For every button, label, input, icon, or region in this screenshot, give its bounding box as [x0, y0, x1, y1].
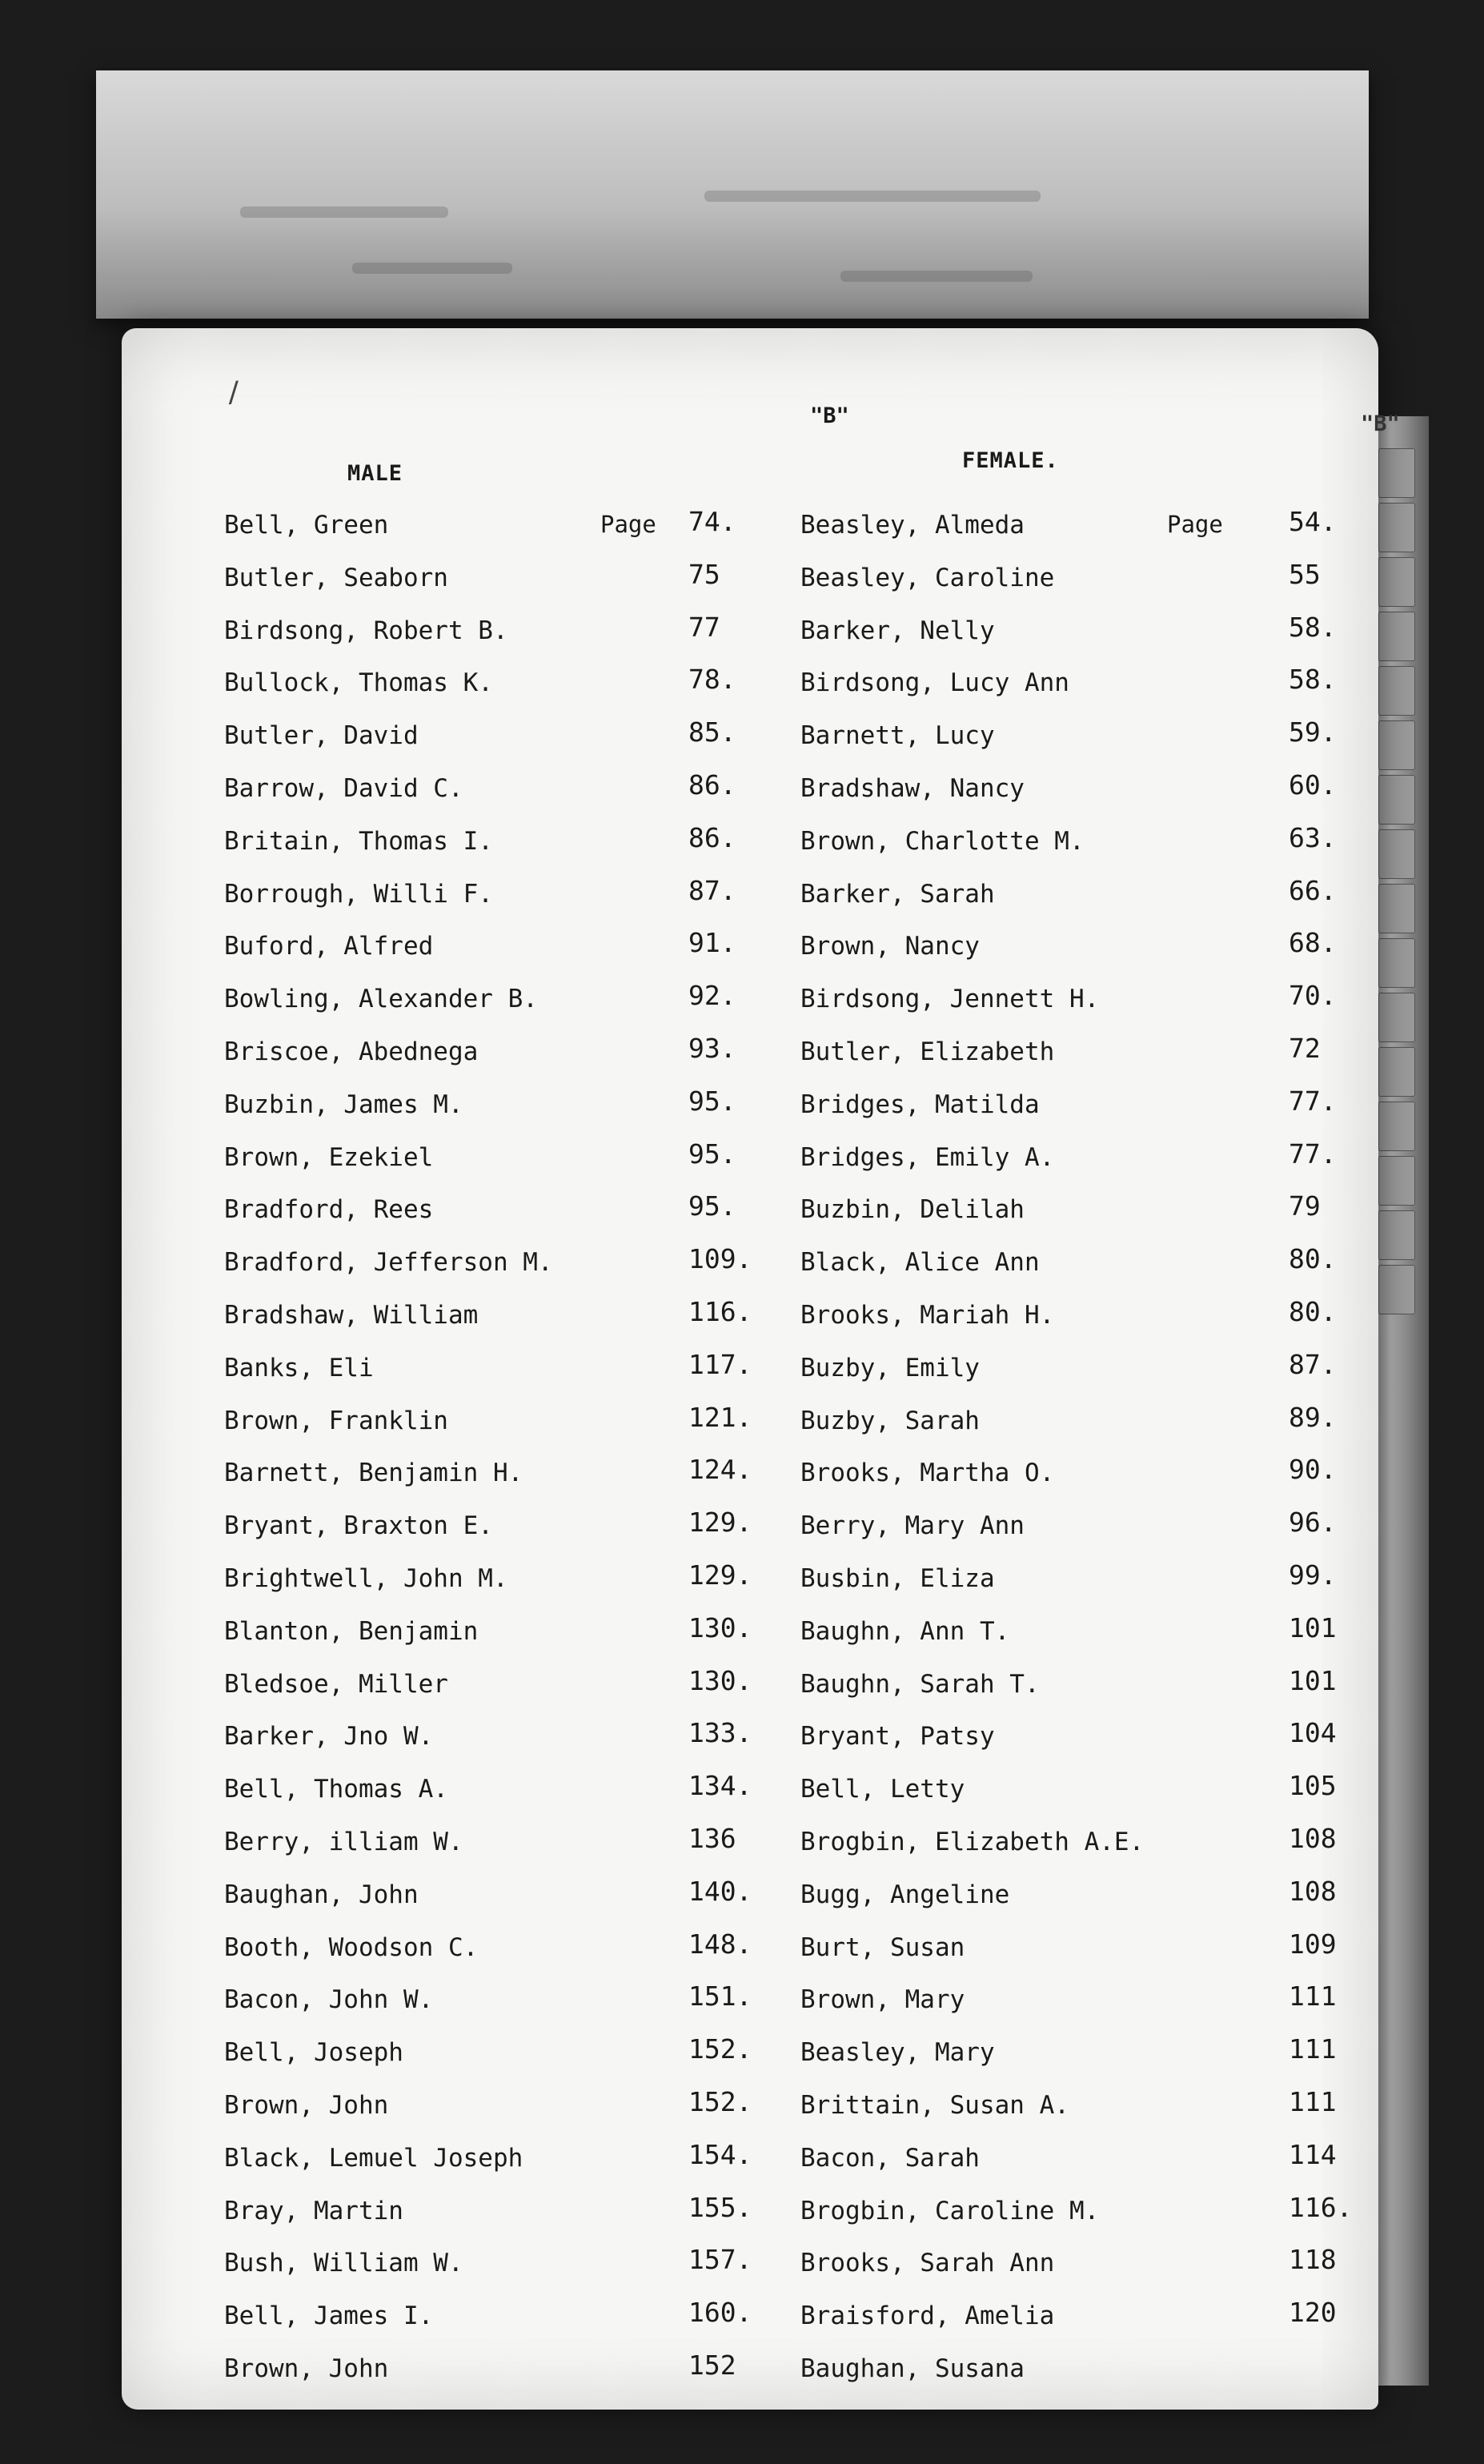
entry-name: Birdsong, Lucy Ann	[800, 668, 1069, 698]
index-entry	[800, 2085, 1345, 2144]
entry-page-number: 101	[1289, 1611, 1337, 1643]
index-entry	[800, 1928, 1345, 1986]
entry-name: Bledsoe, Miller	[224, 1669, 448, 1699]
entry-page-number: 79	[1289, 1190, 1321, 1222]
entry-page-number: 95.	[688, 1085, 736, 1117]
entry-name: Baughn, Sarah T.	[800, 1669, 1040, 1699]
index-entry	[224, 980, 888, 1037]
index-entry	[800, 1138, 1345, 1196]
index-tab	[1378, 1265, 1415, 1314]
index-entry	[224, 1875, 888, 1933]
entry-name: Bryant, Patsy	[800, 1722, 995, 1752]
index-entry	[800, 1559, 1345, 1617]
index-entry	[800, 1348, 1345, 1407]
index-entry	[800, 2033, 1345, 2091]
entry-page-number: 101	[1289, 1664, 1337, 1696]
entry-name: Busbin, Eliza	[800, 1563, 995, 1593]
entry-page-number: 66.	[1289, 874, 1337, 906]
entry-name: Brogbin, Elizabeth A.E.	[800, 1827, 1145, 1856]
index-tab	[1378, 1102, 1415, 1151]
index-tab	[1378, 720, 1415, 770]
entry-page-number: 124.	[688, 1454, 752, 1486]
index-entry	[800, 874, 1345, 933]
index-entry	[224, 1559, 888, 1617]
entry-page-number: 60.	[1289, 768, 1337, 801]
index-entry	[800, 1875, 1345, 1933]
entry-page-number: 155.	[688, 2191, 752, 2223]
index-entry	[800, 2244, 1345, 2301]
entry-page-number: 92.	[688, 980, 736, 1012]
index-entry	[224, 927, 888, 985]
entry-page-number: 85.	[688, 716, 736, 748]
entry-page-number: 140.	[688, 1875, 752, 1907]
entry-page-number: 104	[1289, 1717, 1337, 1749]
entry-page-number: 55	[1289, 558, 1321, 590]
entry-page-number: 90.	[1289, 1454, 1337, 1486]
entry-name: Brooks, Mariah H.	[800, 1300, 1055, 1330]
entry-name: Buzbin, James M.	[224, 1090, 463, 1119]
entry-page-number: 86.	[688, 768, 736, 801]
entry-page-number: 96.	[1289, 1507, 1337, 1539]
index-entry	[800, 1295, 1345, 1354]
entry-name: Bell, Thomas A.	[224, 1775, 448, 1804]
entry-page-number: 133.	[688, 1717, 752, 1749]
entry-name: Blanton, Benjamin	[224, 1616, 479, 1646]
entry-page-number: 59.	[1289, 716, 1337, 748]
entry-page-number: 63.	[1289, 821, 1337, 853]
index-entry	[224, 1295, 888, 1354]
entry-name: Burt, Susan	[800, 1932, 965, 1962]
female-heading: FEMALE.	[962, 448, 1059, 473]
entry-page-number: 129.	[688, 1559, 752, 1591]
index-entry	[800, 821, 1345, 880]
index-entry	[800, 2138, 1345, 2197]
index-tab	[1378, 938, 1415, 988]
index-entry	[800, 558, 1345, 616]
entry-name: Bradford, Jefferson M.	[224, 1248, 553, 1278]
entry-name: Bell, Joseph	[224, 2038, 403, 2068]
entry-page-number: 93.	[688, 1032, 736, 1064]
entry-name: Brittain, Susan A.	[800, 2090, 1069, 2120]
ghost-text-line	[352, 263, 512, 274]
entry-page-number: 87.	[1289, 1348, 1337, 1380]
entry-name: Barker, Jno W.	[224, 1722, 434, 1752]
index-tab	[1378, 612, 1415, 661]
index-entry	[224, 2297, 888, 2354]
index-entry	[800, 2354, 1345, 2407]
entry-page-number: 108	[1289, 1822, 1337, 1854]
entry-page-number: 148.	[688, 1928, 752, 1960]
index-entry	[224, 1928, 888, 1986]
index-entry	[224, 1243, 888, 1301]
index-entry	[224, 2138, 888, 2197]
index-entry	[224, 664, 888, 721]
ghost-text-line	[840, 271, 1033, 282]
entry-page-number: 111	[1289, 2085, 1337, 2117]
entry-name: Bray, Martin	[224, 2196, 403, 2225]
entry-page-number: 151.	[688, 1980, 752, 2013]
index-entry	[224, 1980, 888, 2038]
index-entry	[224, 2085, 888, 2144]
index-entry	[224, 1032, 888, 1090]
index-entry	[800, 980, 1345, 1037]
entry-name: Baughan, Susana	[800, 2354, 1025, 2383]
entry-page-number: 80.	[1289, 1295, 1337, 1327]
index-entry	[800, 1980, 1345, 2038]
entry-page-number: 105	[1289, 1770, 1337, 1802]
entry-name: Buzby, Emily	[800, 1353, 980, 1382]
entry-page-number: 77.	[1289, 1085, 1337, 1117]
entry-name: Borrough, Willi F.	[224, 879, 493, 909]
male-entry-list	[224, 506, 888, 2407]
entry-page-number: 95.	[688, 1190, 736, 1222]
entry-name: Brown, John	[224, 2354, 389, 2383]
entry-name: Briscoe, Abednega	[224, 1037, 479, 1066]
index-entry	[800, 1454, 1345, 1511]
entry-name: Brown, Mary	[800, 1985, 965, 2015]
index-tab	[1378, 1047, 1415, 1097]
underlying-page-top	[96, 70, 1369, 319]
entry-page-number: 58.	[1289, 611, 1337, 643]
section-letter: "B"	[810, 403, 849, 428]
entry-name: Bugg, Angeline	[800, 1880, 1010, 1909]
index-entry	[800, 506, 1345, 564]
entry-page-number: 99.	[1289, 1559, 1337, 1591]
entry-page-number: 86.	[688, 821, 736, 853]
entry-name: Baughan, John	[224, 1880, 419, 1909]
index-entry	[800, 1243, 1345, 1301]
index-tab	[1378, 1156, 1415, 1206]
entry-page-number: 134.	[688, 1770, 752, 1802]
index-entry	[224, 768, 888, 827]
entry-name: Berry, Mary Ann	[800, 1511, 1025, 1541]
index-entry	[800, 1611, 1345, 1670]
page-label: Page	[600, 511, 656, 538]
entry-page-number: 87.	[688, 874, 736, 906]
entry-page-number: 111	[1289, 1980, 1337, 2013]
index-entry	[224, 558, 888, 616]
index-tabs	[1378, 448, 1415, 1329]
entry-page-number: 58.	[1289, 664, 1337, 696]
index-entry	[800, 1085, 1345, 1143]
entry-page-number: 77	[688, 611, 720, 643]
index-entry	[800, 716, 1345, 774]
entry-name: Beasley, Almeda	[800, 511, 1025, 540]
page-label: Page	[1167, 511, 1223, 538]
index-entry	[224, 506, 888, 564]
entry-name: Beasley, Mary	[800, 2038, 995, 2068]
index-entry	[224, 2244, 888, 2301]
pencil-mark: /	[223, 375, 245, 410]
entry-name: Brightwell, John M.	[224, 1563, 508, 1593]
entry-name: Brown, Ezekiel	[224, 1142, 434, 1172]
index-entry	[800, 1190, 1345, 1248]
index-entry	[224, 1507, 888, 1564]
index-entry	[224, 2033, 888, 2091]
entry-page-number: 120	[1289, 2297, 1337, 2329]
entry-name: Bowling, Alexander B.	[224, 985, 538, 1014]
entry-page-number: 130.	[688, 1611, 752, 1643]
entry-name: Bradshaw, Nancy	[800, 773, 1025, 803]
index-entry	[800, 927, 1345, 985]
entry-name: Barrow, David C.	[224, 773, 463, 803]
index-entry	[800, 1507, 1345, 1564]
index-entry	[224, 611, 888, 669]
index-entry	[800, 2191, 1353, 2249]
index-entry	[800, 611, 1345, 669]
entry-name: Barnett, Benjamin H.	[224, 1459, 523, 1488]
entry-name: Buford, Alfred	[224, 932, 434, 961]
entry-page-number: 114	[1289, 2138, 1337, 2170]
entry-page-number: 109.	[688, 1243, 752, 1275]
entry-page-number: 152.	[688, 2085, 752, 2117]
entry-page-number: 116.	[1289, 2191, 1353, 2223]
entry-name: Buzby, Sarah	[800, 1406, 980, 1435]
entry-name: Barnett, Lucy	[800, 721, 995, 751]
entry-page-number: 78.	[688, 664, 736, 696]
entry-name: Booth, Woodson C.	[224, 1932, 479, 1962]
entry-page-number: 74.	[688, 506, 736, 537]
index-entry	[224, 1717, 888, 1775]
index-tab	[1378, 993, 1415, 1042]
entry-name: Banks, Eli	[224, 1353, 374, 1382]
entry-name: Birdsong, Robert B.	[224, 616, 508, 645]
index-entry	[224, 874, 888, 933]
entry-page-number: 116.	[688, 1295, 752, 1327]
entry-name: Bullock, Thomas K.	[224, 668, 493, 698]
index-tab	[1378, 829, 1415, 879]
entry-page-number: 160.	[688, 2297, 752, 2329]
entry-name: Bush, William W.	[224, 2249, 463, 2278]
entry-name: Butler, Elizabeth	[800, 1037, 1055, 1066]
entry-name: Bacon, John W.	[224, 1985, 434, 2015]
entry-page-number: 68.	[1289, 927, 1337, 959]
ghost-text-line	[704, 191, 1041, 202]
index-entry	[800, 2297, 1345, 2354]
index-tab	[1378, 503, 1415, 552]
entry-page-number: 154.	[688, 2138, 752, 2170]
entry-page-number: 89.	[1289, 1401, 1337, 1433]
index-entry	[800, 1664, 1345, 1723]
entry-name: Baughn, Ann T.	[800, 1616, 1010, 1646]
entry-name: Bell, James I.	[224, 2301, 434, 2331]
index-tab	[1378, 666, 1415, 716]
entry-page-number: 91.	[688, 927, 736, 959]
entry-page-number: 77.	[1289, 1138, 1337, 1170]
index-entry	[224, 1190, 888, 1248]
index-entry	[800, 1770, 1345, 1828]
index-entry	[224, 1770, 888, 1828]
entry-page-number: 80.	[1289, 1243, 1337, 1275]
index-entry	[800, 1401, 1345, 1459]
entry-name: Barker, Nelly	[800, 616, 995, 645]
index-entry	[800, 1032, 1345, 1090]
entry-name: Beasley, Caroline	[800, 563, 1055, 592]
index-entry	[224, 821, 888, 880]
index-entry	[800, 768, 1345, 827]
entry-page-number: 157.	[688, 2244, 752, 2276]
entry-page-number: 54.	[1289, 506, 1337, 537]
index-entry	[224, 2191, 888, 2249]
entry-name: Britain, Thomas I.	[224, 826, 493, 856]
index-entry	[224, 1348, 888, 1407]
entry-name: Bradshaw, William	[224, 1300, 479, 1330]
entry-name: Braisford, Amelia	[800, 2301, 1055, 2331]
entry-name: Berry, illiam W.	[224, 1827, 463, 1856]
entry-page-number: 95.	[688, 1138, 736, 1170]
index-entry	[800, 1822, 1345, 1880]
corner-letter: "B"	[1361, 411, 1400, 436]
entry-page-number: 152	[688, 2349, 736, 2381]
ghost-text-line	[240, 207, 448, 218]
entry-page-number: 109	[1289, 1928, 1337, 1960]
entry-page-number: 118	[1289, 2244, 1337, 2276]
entry-name: Butler, David	[224, 721, 419, 751]
entry-name: Bell, Green	[224, 511, 389, 540]
entry-page-number: 129.	[688, 1507, 752, 1539]
entry-name: Birdsong, Jennett H.	[800, 985, 1100, 1014]
entry-name: Bell, Letty	[800, 1775, 965, 1804]
entry-page-number: 117.	[688, 1348, 752, 1380]
male-heading: MALE	[347, 461, 403, 486]
index-entry	[224, 1085, 888, 1143]
entry-name: Brown, Franklin	[224, 1406, 448, 1435]
entry-name: Brooks, Sarah Ann	[800, 2249, 1055, 2278]
entry-name: Barker, Sarah	[800, 879, 995, 909]
entry-page-number: 121.	[688, 1401, 752, 1433]
entry-page-number: 152.	[688, 2033, 752, 2065]
entry-name: Bridges, Emily A.	[800, 1142, 1055, 1172]
entry-name: Butler, Seaborn	[224, 563, 448, 592]
entry-name: Bryant, Braxton E.	[224, 1511, 493, 1541]
entry-page-number: 70.	[1289, 980, 1337, 1012]
entry-name: Brogbin, Caroline M.	[800, 2196, 1100, 2225]
index-entry	[224, 1401, 888, 1459]
index-page	[122, 328, 1400, 2410]
entry-name: Buzbin, Delilah	[800, 1195, 1025, 1225]
entry-name: Bacon, Sarah	[800, 2143, 980, 2173]
entry-page-number: 130.	[688, 1664, 752, 1696]
index-entry	[800, 1717, 1345, 1775]
index-entry	[224, 1822, 888, 1880]
index-entry	[224, 1664, 888, 1723]
entry-name: Black, Lemuel Joseph	[224, 2143, 523, 2173]
female-entry-list	[800, 506, 1353, 2407]
index-entry	[224, 1138, 888, 1196]
entry-page-number: 136	[688, 1822, 736, 1854]
entry-name: Bradford, Rees	[224, 1195, 434, 1225]
entry-name: Brooks, Martha O.	[800, 1459, 1055, 1488]
index-entry	[224, 1611, 888, 1670]
index-tab	[1378, 775, 1415, 825]
entry-page-number: 75	[688, 558, 720, 590]
entry-name: Brown, Nancy	[800, 932, 980, 961]
entry-name: Bridges, Matilda	[800, 1090, 1040, 1119]
index-tab	[1378, 1210, 1415, 1260]
entry-page-number: 111	[1289, 2033, 1337, 2065]
entry-name: Brown, John	[224, 2090, 389, 2120]
entry-page-number: 108	[1289, 1875, 1337, 1907]
entry-page-number: 72	[1289, 1032, 1321, 1064]
index-tab	[1378, 557, 1415, 607]
index-entry	[224, 2349, 888, 2407]
index-entry	[224, 716, 888, 774]
entry-name: Brown, Charlotte M.	[800, 826, 1085, 856]
index-entry	[224, 1454, 888, 1511]
entry-name: Black, Alice Ann	[800, 1248, 1040, 1278]
index-tab	[1378, 884, 1415, 933]
index-entry	[800, 664, 1345, 721]
index-tab	[1378, 448, 1415, 498]
